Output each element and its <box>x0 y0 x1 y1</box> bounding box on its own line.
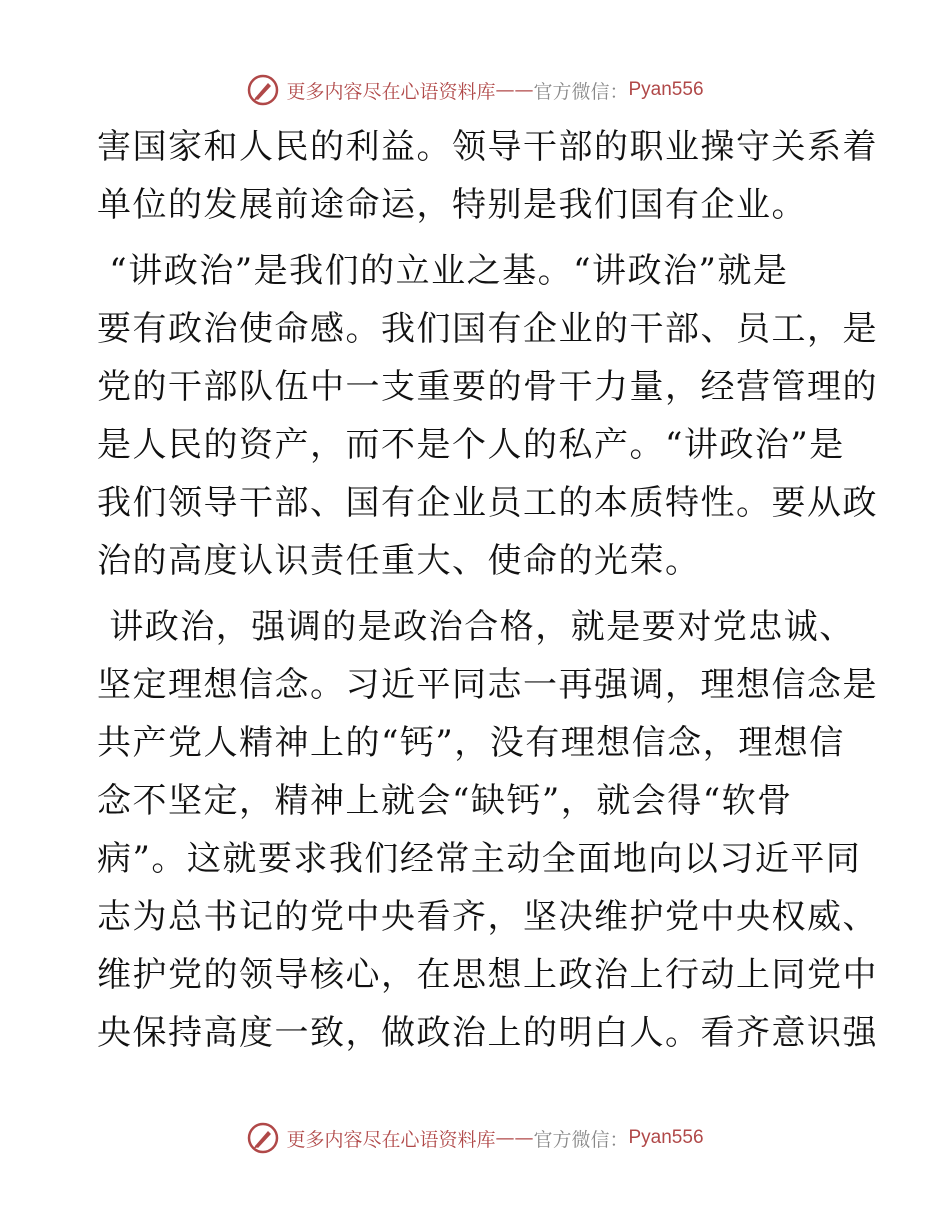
text-line: 志为总书记的党中央看齐，坚决维护党中央权威、 <box>97 897 878 937</box>
paragraph-3 <box>97 598 878 1062</box>
text-line: 维护党的领导核心，在思想上政治上行动上同党中 <box>97 955 878 995</box>
banner-site-name: 更多内容尽在心语资料库 <box>286 80 496 103</box>
text-line: 害国家和人民的利益。领导干部的职业操守关系着 <box>97 127 878 167</box>
text-line: 单位的发展前途命运，特别是我们国有企业。 <box>97 185 807 225</box>
banner-dash: —— <box>495 1127 534 1149</box>
banner-dash: —— <box>495 79 534 101</box>
banner-wechat-label: 官方微信： <box>533 1128 629 1151</box>
text-line: 是人民的资产，而不是个人的私产。“讲政治”是 <box>97 425 845 465</box>
header-banner <box>0 68 950 112</box>
text-line: 我们领导干部、国有企业员工的本质特性。要从政 <box>97 483 878 523</box>
text-line: 念不坚定，精神上就会“缺钙”，就会得“软骨 <box>97 781 793 821</box>
banner-wechat-label: 官方微信： <box>533 80 629 103</box>
text-line: 讲政治，强调的是政治合格，就是要对党忠诚、 <box>97 607 855 647</box>
text-line: “讲政治”是我们的立业之基。“讲政治”就是 <box>97 251 789 291</box>
paragraph-2 <box>97 242 878 590</box>
text-line: 共产党人精神上的“钙”，没有理想信念，理想信 <box>97 723 845 763</box>
text-line: 央保持高度一致，做政治上的明白人。看齐意识强 <box>97 1013 878 1053</box>
text-line: 病”。这就要求我们经常主动全面地向以习近平同 <box>97 839 862 879</box>
banner-site-name: 更多内容尽在心语资料库 <box>286 1128 496 1151</box>
banner-wechat-handle: Pyan556 <box>628 79 704 100</box>
text-line: 党的干部队伍中一支重要的骨干力量，经营管理的 <box>97 367 878 407</box>
paragraph-1 <box>97 118 878 234</box>
pen-logo-icon <box>246 1121 280 1155</box>
text-line: 要有政治使命感。我们国有企业的干部、员工，是 <box>97 309 878 349</box>
text-line: 坚定理想信念。习近平同志一再强调，理想信念是 <box>97 665 878 705</box>
text-line: 治的高度认识责任重大、使命的光荣。 <box>97 541 701 581</box>
pen-logo-icon <box>246 73 280 107</box>
footer-banner <box>0 1116 950 1160</box>
banner-wechat-handle: Pyan556 <box>628 1127 704 1148</box>
document-body <box>97 118 878 1062</box>
